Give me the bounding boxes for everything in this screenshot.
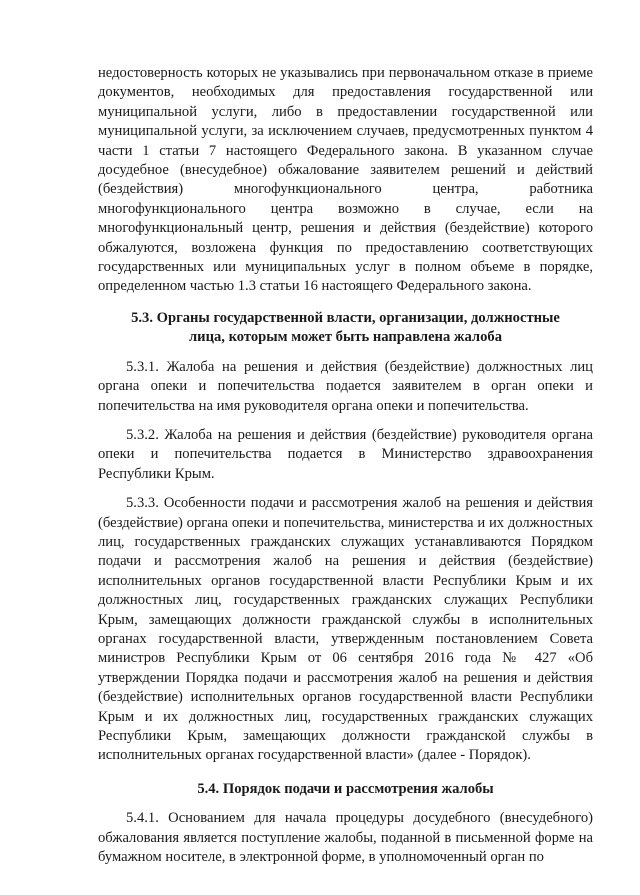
paragraph-5-4-1: 5.4.1. Основанием для начала процедуры досудебного (внесудебного) обжалования является поступление жалобы, поданной в письменной форме на бумажном носителе, в электронной форме, в уполномоченный орган по bbox=[98, 810, 593, 866]
paragraph-5-3-3: 5.3.3. Особенности подачи и рассмотрения жалоб на решения и действия (бездействие) органа опеки и попечительства, министерства и их должностных лиц, государственных гражданских служащих устанавливаются Порядком подачи и рассмотрения жалоб на решения и действия (бездействие) исполнительных органов государственной власти Республики Крым и их должностных лиц, государственных гражданских служащих Республики Крым, замещающих должности гражданской службы в исполнительных органах государственной власти, утвержденным постановлением Совета министров Республики Крым от 06 сентября 2016 года № 427 «Об утверждении Порядка подачи и рассмотрения жалоб на решения и действия (бездействие) исполнительных органов государственной власти Республики Крым и их должностных лиц, государственных гражданских служащих Республики Крым, замещающих должности гражданской службы в исполнительных органах государственной власти» (далее - Порядок). bbox=[98, 495, 593, 764]
section-heading-5-4: 5.4. Порядок подачи и рассмотрения жалобы bbox=[197, 780, 494, 797]
paragraph-5-3-2: 5.3.2. Жалоба на решения и действия (бездействие) руководителя органа опеки и попечительства подается в Министерство здравоохранения Республики Крым. bbox=[98, 426, 593, 482]
paragraph-5-3-1: 5.3.1. Жалоба на решения и действия (бездействие) должностных лиц органа опеки и попечительства подается заявителем в орган опеки и попечительства на имя руководителя органа опеки и попечительства. bbox=[98, 358, 593, 414]
section-heading-5-3 bbox=[98, 309, 593, 348]
paragraph-intro: недостоверность которых не указывались при первоначальном отказе в приеме документов, необходимых для предоставления государственной или муниципальной услуги, либо в предоставлении государственной или муниципальной услуги, за исключением случаев, предусмотренных пунктом 4 части 1 статьи 7 настоящего Федерального закона. В указанном случае досудебное (внесудебное) обжалование заявителем решений и действий (бездействия) многофункционального центра, работника многофункционального центра возможно в случае, если на многофункциональный центр, решения и действия (бездействие) которого обжалуются, возложена функция по предоставлению соответствующих государственных или муниципальных услуг в полном объеме в порядке, определенном частью 1.3 статьи 16 настоящего Федерального закона. bbox=[98, 65, 593, 295]
section-heading-5-3-line1: 5.3. Органы государственной власти, организации, должностные bbox=[131, 309, 560, 326]
section-heading-5-3-line2: лица, которым может быть направлена жалоба bbox=[188, 329, 502, 346]
